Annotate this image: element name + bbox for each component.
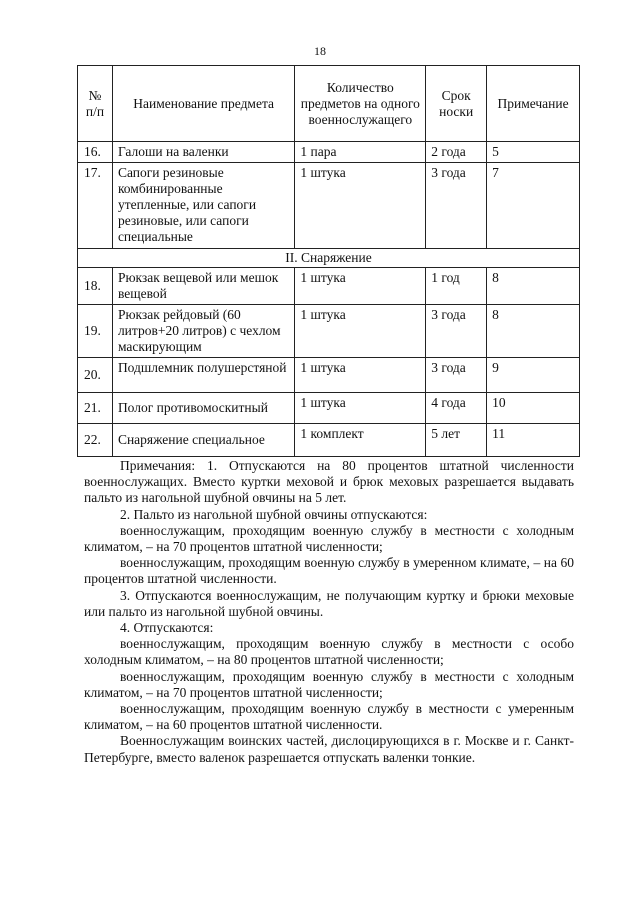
row-count: 1 пара: [295, 142, 426, 163]
section-row: [78, 249, 580, 268]
clothing-norms-table: [77, 65, 580, 457]
row-count: 1 штука: [295, 393, 426, 424]
row-name: Полог противомоскитный: [112, 393, 294, 424]
table-row: [78, 268, 580, 305]
row-count: 1 комплект: [295, 424, 426, 457]
note-paragraph: 4. Отпускаются:: [120, 620, 214, 636]
header-num: № п/п: [78, 66, 113, 142]
header-term: Срок носки: [426, 66, 487, 142]
header-name: Наименование предмета: [112, 66, 294, 142]
row-num: 17.: [78, 163, 113, 249]
row-note: 10: [487, 393, 580, 424]
table-header-row: [78, 66, 580, 142]
section-title: II. Снаряжение: [78, 249, 580, 268]
table-row: [78, 163, 580, 249]
row-note: 8: [487, 268, 580, 305]
row-note: 9: [487, 358, 580, 393]
row-count: 1 штука: [295, 358, 426, 393]
header-note: Примечание: [487, 66, 580, 142]
table-row: [78, 358, 580, 393]
row-term: 5 лет: [426, 424, 487, 457]
row-term: 4 года: [426, 393, 487, 424]
row-num: 22.: [78, 424, 113, 457]
row-num: 16.: [78, 142, 113, 163]
table-row: [78, 424, 580, 457]
note-paragraph: военнослужащим, проходящим военную службу в местности с холодным климатом, – на 70 процентов штатной численности;: [84, 522, 574, 555]
row-name: Галоши на валенки: [112, 142, 294, 163]
row-num: 20.: [78, 358, 113, 393]
row-term: 2 года: [426, 142, 487, 163]
note-paragraph: Примечания: 1. Отпускаются на 80 процентов штатной численности военнослужащих. Вместо куртки меховой и брюк меховых разрешается выдавать пальто из нагольной шубной овчины на 5 лет.: [84, 458, 574, 506]
row-note: 5: [487, 142, 580, 163]
row-term: 1 год: [426, 268, 487, 305]
row-num: 18.: [78, 268, 113, 305]
row-num: 19.: [78, 305, 113, 358]
row-note: 7: [487, 163, 580, 249]
page-number: 18: [314, 44, 326, 58]
note-paragraph: Военнослужащим воинских частей, дислоцирующихся в г. Москве и г. Санкт-Петербурге, вместо валенок разрешается отпускать валенки тонкие.: [84, 733, 574, 765]
note-paragraph: военнослужащим, проходящим военную службу в местности с особо холодным климатом, – на 80 процентов штатной численности;: [84, 636, 574, 668]
row-term: 3 года: [426, 358, 487, 393]
row-name: Рюкзак вещевой или мешок вещевой: [112, 268, 294, 305]
row-name: Сапоги резиновые комбинированные утепленные, или сапоги резиновые, или сапоги специальные: [112, 163, 294, 249]
note-paragraph: 3. Отпускаются военнослужащим, не получающим куртку и брюки меховые или пальто из нагольной шубной овчины.: [84, 587, 574, 619]
note-paragraph: военнослужащим, проходящим военную службу в местности с умеренным климатом, – на 60 процентов штатной численности.: [84, 701, 574, 733]
note-paragraph: военнослужащим, проходящим военную службу в умеренном климате, – на 60 процентов штатной численности.: [84, 555, 574, 587]
table-row: [78, 142, 580, 163]
row-count: 1 штука: [295, 268, 426, 305]
header-count: Количество предметов на одного военнослужащего: [295, 66, 426, 142]
row-term: 3 года: [426, 163, 487, 249]
row-name: Подшлемник полушерстяной: [112, 358, 294, 393]
notes-section: [84, 458, 574, 766]
row-count: 1 штука: [295, 163, 426, 249]
row-num: 21.: [78, 393, 113, 424]
row-name: Рюкзак рейдовый (60 литров+20 литров) с чехлом маскирующим: [112, 305, 294, 358]
row-name: Снаряжение специальное: [112, 424, 294, 457]
row-term: 3 года: [426, 305, 487, 358]
row-count: 1 штука: [295, 305, 426, 358]
note-paragraph: военнослужащим, проходящим военную службу в местности с холодным климатом, – на 70 процентов штатной численности;: [84, 668, 574, 700]
row-note: 11: [487, 424, 580, 457]
row-note: 8: [487, 305, 580, 358]
table-row: [78, 305, 580, 358]
table-row: [78, 393, 580, 424]
note-paragraph: 2. Пальто из нагольной шубной овчины отпускаются:: [120, 506, 428, 522]
